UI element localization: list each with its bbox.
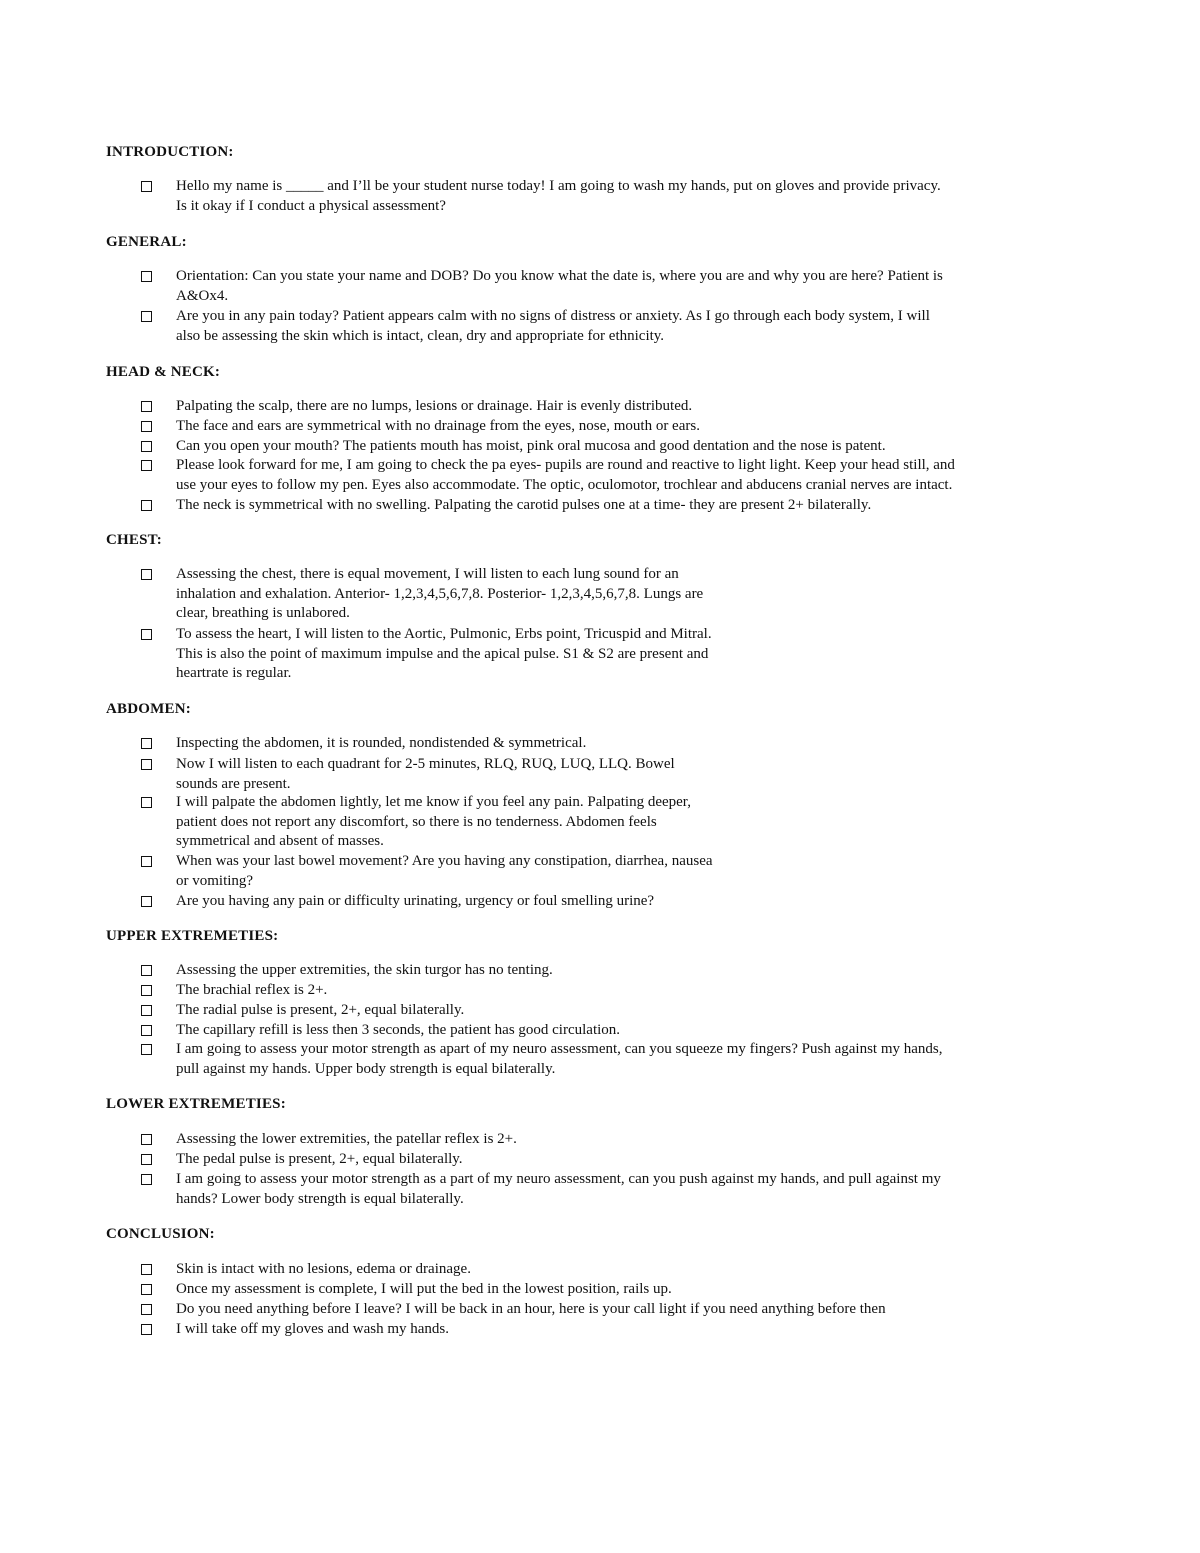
checklist-item-text: The pedal pulse is present, 2+, equal bilaterally. [176,1151,463,1167]
checklist-item-text: Palpating the scalp, there are no lumps, lesions or drainage. Hair is evenly distributed. [176,398,693,414]
checklist-item [141,437,886,457]
checkbox-icon[interactable] [141,738,152,749]
checklist-item [141,793,691,852]
checkbox-icon[interactable] [141,1264,152,1275]
checklist-item-text: The capillary refill is less then 3 seconds, the patient has good circulation. [176,1022,621,1038]
checklist-item [141,1170,941,1209]
checklist-item [141,417,700,437]
checkbox-icon[interactable] [141,271,152,282]
checklist-item-text: I am going to assess your motor strength as a part of my neuro assessment, can you push against my hands, and pull against my hands? Lower body strength is equal bilaterally. [176,1171,941,1207]
checklist-item-text: Assessing the chest, there is equal movement, I will listen to each lung sound for an inhalation and exhalation. Anterior- 1,2,3,4,5,6,7,8. Posterior- 1,2,3,4,5,6,7,8. Lungs are clear, breathing is unlabored. [176,566,704,622]
checklist-item [141,496,871,516]
checklist-item-text: Are you having any pain or difficulty urinating, urgency or foul smelling urine? [176,893,655,909]
checkbox-icon[interactable] [141,401,152,412]
section-heading-lower-extremeties: LOWER EXTREMETIES: [106,1096,286,1112]
checkbox-icon[interactable] [141,1174,152,1185]
checklist-item-text: I will palpate the abdomen lightly, let me know if you feel any pain. Palpating deeper, patient does not report any discomfort, so there is no tenderness. Abdomen feels symmetrical and absent of masses. [176,794,691,850]
checkbox-icon[interactable] [141,985,152,996]
checklist-item [141,267,943,306]
checklist-item-text: The neck is symmetrical with no swelling. Palpating the carotid pulses one at a time- they are present 2+ bilaterally. [176,497,872,513]
checklist-item-text: Are you in any pain today? Patient appears calm with no signs of distress or anxiety. As I go through each body system, I will also be assessing the skin which is intact, clean, dry and appropriate for ethnicity. [176,308,930,344]
checkbox-icon[interactable] [141,311,152,322]
checklist-item-text: To assess the heart, I will listen to the Aortic, Pulmonic, Erbs point, Tricuspid and Mitral. This is also the point of maximum impulse and the apical pulse. S1 & S2 are present and heartrate is regular. [176,626,712,682]
section-heading-introduction: INTRODUCTION: [106,144,234,160]
checklist-item [141,892,654,912]
checklist-item [141,1001,464,1021]
checklist-item-text: The radial pulse is present, 2+, equal bilaterally. [176,1002,465,1018]
checkbox-icon[interactable] [141,1134,152,1145]
checklist-item [141,307,930,346]
checkbox-icon[interactable] [141,629,152,640]
checklist-item-text: Please look forward for me, I am going to check the pa eyes- pupils are round and reactive to light light. Keep your head still, and use your eyes to follow my pen. Eyes also accommodate. The optic, oculomotor, trochlear and abducens cranial nerves are intact. [176,457,955,493]
checklist-item [141,1280,672,1300]
checkbox-icon[interactable] [141,1324,152,1335]
checkbox-icon[interactable] [141,759,152,770]
checklist-item-text: Once my assessment is complete, I will put the bed in the lowest position, rails up. [176,1281,672,1297]
checklist-item-text: Can you open your mouth? The patients mouth has moist, pink oral mucosa and good dentation and the nose is patent. [176,438,886,454]
section-heading-head-neck: HEAD & NECK: [106,364,221,380]
checklist-item [141,1300,886,1320]
checkbox-icon[interactable] [141,856,152,867]
checklist-item-text: When was your last bowel movement? Are you having any constipation, diarrhea, nausea or vomiting? [176,853,713,889]
checklist-item-text: Orientation: Can you state your name and DOB? Do you know what the date is, where you are and why you are here? Patient is A&Ox4. [176,268,943,304]
checklist-item [141,981,327,1001]
checkbox-icon[interactable] [141,181,152,192]
checklist-item-text: I am going to assess your motor strength as apart of my neuro assessment, can you squeeze my fingers? Push against my hands, pull against my hands. Upper body strength is equal bilaterally. [176,1041,943,1077]
checkbox-icon[interactable] [141,896,152,907]
checkbox-icon[interactable] [141,965,152,976]
checklist-item [141,1040,943,1079]
checklist-item-text: Assessing the upper extremities, the skin turgor has no tenting. [176,962,553,978]
section-heading-upper-extremeties: UPPER EXTREMETIES: [106,928,279,944]
checklist-item [141,1150,463,1170]
checklist-item [141,456,955,495]
checkbox-icon[interactable] [141,1005,152,1016]
checklist-item [141,565,703,624]
checkbox-icon[interactable] [141,1044,152,1055]
checkbox-icon[interactable] [141,569,152,580]
checkbox-icon[interactable] [141,421,152,432]
checklist-item-text: Hello my name is _____ and I’ll be your student nurse today! I am going to wash my hands, put on gloves and provide privacy. Is it okay if I conduct a physical assessment? [176,178,941,214]
checklist-item-text: Skin is intact with no lesions, edema or drainage. [176,1261,471,1277]
checkbox-icon[interactable] [141,1154,152,1165]
checklist-item-text: The brachial reflex is 2+. [176,982,328,998]
checklist-item [141,734,586,754]
checklist-item [141,625,712,684]
checklist-item [141,852,713,891]
checklist-item-text: Assessing the lower extremities, the patellar reflex is 2+. [176,1131,517,1147]
section-heading-conclusion: CONCLUSION: [106,1226,215,1242]
checkbox-icon[interactable] [141,1304,152,1315]
checklist-item [141,1260,471,1280]
checklist-item [141,397,692,417]
checkbox-icon[interactable] [141,1025,152,1036]
checklist-item-text: The face and ears are symmetrical with no drainage from the eyes, nose, mouth or ears. [176,418,700,434]
section-heading-abdomen: ABDOMEN: [106,701,191,717]
checkbox-icon[interactable] [141,1284,152,1295]
checklist-item [141,961,553,981]
checklist-item [141,755,675,794]
checkbox-icon[interactable] [141,441,152,452]
checklist-item [141,1021,620,1041]
checklist-item-text: Inspecting the abdomen, it is rounded, nondistended & symmetrical. [176,735,587,751]
section-heading-general: GENERAL: [106,234,187,250]
section-heading-chest: CHEST: [106,532,162,548]
checkbox-icon[interactable] [141,500,152,511]
checklist-item-text: I will take off my gloves and wash my hands. [176,1321,450,1337]
checklist-item [141,177,941,216]
checklist-item-text: Now I will listen to each quadrant for 2-5 minutes, RLQ, RUQ, LUQ, LLQ. Bowel sounds are present. [176,756,675,792]
checklist-item [141,1130,517,1150]
checklist-item [141,1320,449,1340]
checkbox-icon[interactable] [141,797,152,808]
checkbox-icon[interactable] [141,460,152,471]
checklist-item-text: Do you need anything before I leave? I will be back in an hour, here is your call light if you need anything before then [176,1301,886,1317]
